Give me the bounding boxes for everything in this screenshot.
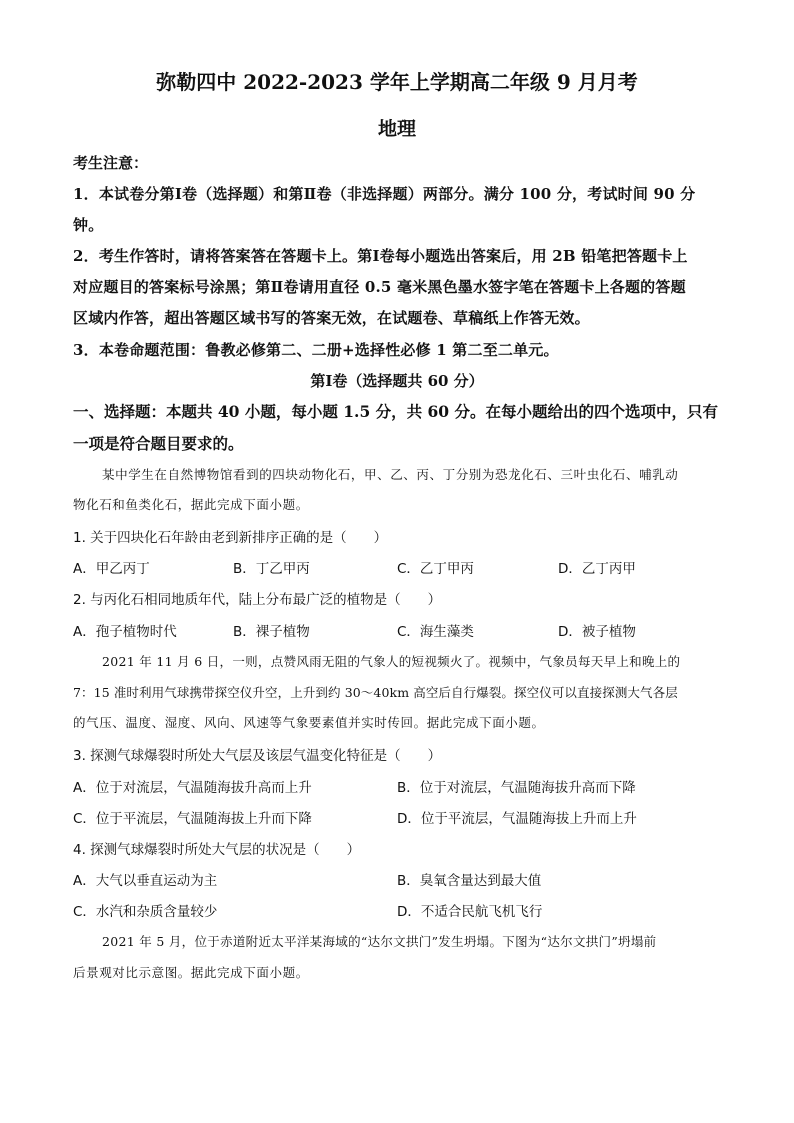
- question-stem: 1. 关于四块化石年龄由老到新排序正确的是（ ）: [73, 530, 388, 546]
- note-line: 2．考生作答时，请将答案答在答题卡上。第Ⅰ卷每小题选出答案后，用 2B 铅笔把答题卡上: [73, 247, 688, 265]
- subject-title: 地理: [377, 118, 416, 140]
- option-b[interactable]: B．裸子植物: [233, 624, 310, 640]
- option-c[interactable]: C．乙丁甲丙: [397, 561, 474, 577]
- notes-label: 考生注意：: [73, 154, 149, 172]
- note-line: 对应题目的答案标号涂黑；第Ⅱ卷请用直径 0.5 毫米黑色墨水签字笔在答题卡上各题的答题: [73, 278, 686, 296]
- option-d[interactable]: D．被子植物: [558, 624, 636, 640]
- option-d[interactable]: D．不适合民航飞机飞行: [397, 904, 543, 920]
- passage-line: 2021 年 11 月 6 日，一则，点赞风雨无阻的气象人的短视频火了。视频中，气象员每天早上和晚上的: [102, 654, 681, 669]
- option-a[interactable]: A．位于对流层，气温随海拔升高而上升: [73, 780, 312, 796]
- passage-line: 物化石和鱼类化石，据此完成下面小题。: [73, 497, 309, 512]
- option-c[interactable]: C．海生藻类: [397, 624, 474, 640]
- note-line: 钟。: [73, 216, 104, 234]
- question-stem: 4. 探测气球爆裂时所处大气层的状况是（ ）: [73, 842, 361, 858]
- passage-line: 某中学生在自然博物馆看到的四块动物化石，甲、乙、丙、丁分别为恐龙化石、三叶虫化石、哺乳动: [102, 467, 679, 482]
- note-line: 3．本卷命题范围：鲁教必修第二、二册+选择性必修 1 第二至二单元。: [73, 341, 559, 359]
- question-stem: 2. 与丙化石相同地质年代，陆上分布最广泛的植物是（ ）: [73, 592, 442, 608]
- option-c[interactable]: C．水汽和杂质含量较少: [73, 904, 218, 920]
- question-stem: 3. 探测气球爆裂时所处大气层及该层气温变化特征是（ ）: [73, 748, 442, 764]
- section-title: 第Ⅰ卷（选择题共 60 分）: [310, 372, 484, 390]
- passage-line: 7：15 准时利用气球携带探空仪升空，上升到约 30～40km 高空后自行爆裂。探空仪可以直接探测大气各层: [73, 685, 678, 700]
- option-a[interactable]: A．孢子植物时代: [73, 624, 177, 640]
- option-a[interactable]: A．大气以垂直运动为主: [73, 873, 218, 889]
- section-instruction: 一、选择题：本题共 40 小题，每小题 1.5 分，共 60 分。在每小题给出的四个选项中，只有: [73, 402, 718, 421]
- option-b[interactable]: B．臭氧含量达到最大值: [397, 873, 542, 889]
- exam-title: 弥勒四中 2022-2023 学年上学期高二年级 9 月月考: [156, 70, 638, 94]
- section-instruction: 一项是符合题目要求的。: [73, 434, 244, 453]
- passage-line: 的气压、温度、湿度、风向、风速等气象要素值并实时传回。据此完成下面小题。: [73, 715, 545, 730]
- passage-line: 2021 年 5 月，位于赤道附近太平洋某海域的“达尔文拱门”发生坍塌。下图为“达尔文拱门”坍塌前: [102, 934, 657, 949]
- note-line: 区域内作答，超出答题区域书写的答案无效，在试题卷、草稿纸上作答无效。: [73, 309, 590, 327]
- option-b[interactable]: B．位于对流层，气温随海拔升高而下降: [397, 780, 636, 796]
- option-b[interactable]: B．丁乙甲丙: [233, 561, 310, 577]
- option-a[interactable]: A．甲乙丙丁: [73, 561, 150, 577]
- option-d[interactable]: D．乙丁丙甲: [558, 561, 636, 577]
- option-c[interactable]: C．位于平流层，气温随海拔上升而下降: [73, 811, 312, 827]
- passage-line: 后景观对比示意图。据此完成下面小题。: [73, 965, 309, 980]
- note-line: 1．本试卷分第Ⅰ卷（选择题）和第Ⅱ卷（非选择题）两部分。满分 100 分，考试时间 90 分: [73, 185, 696, 203]
- option-d[interactable]: D．位于平流层，气温随海拔上升而上升: [397, 811, 637, 827]
